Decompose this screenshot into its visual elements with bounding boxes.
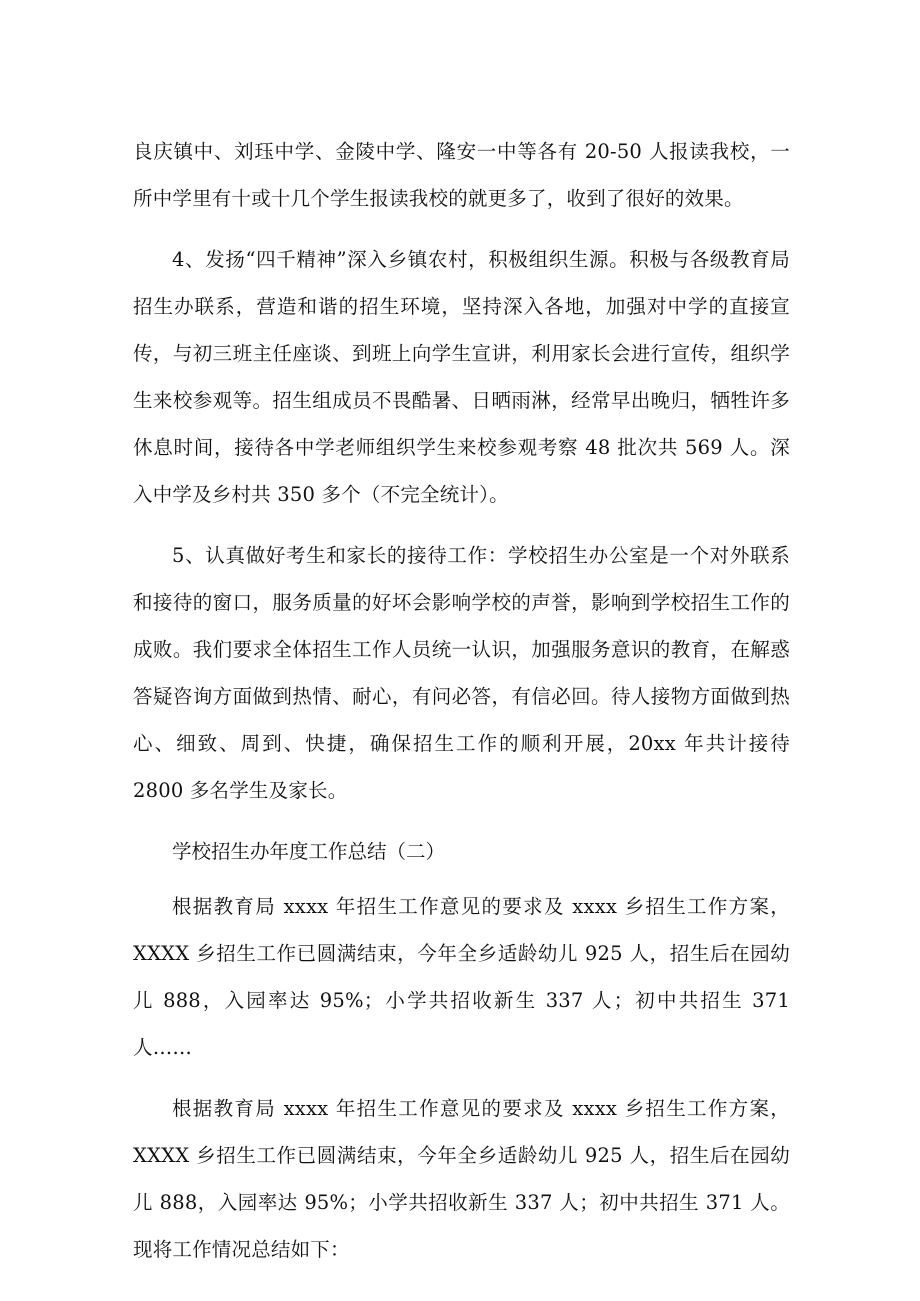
section-title: 学校招生办年度工作总结（二） — [172, 840, 446, 863]
paragraph-continuation: 良庆镇中、刘珏中学、金陵中学、隆安一中等各有 20-50 人报读我校，一所中学里有十或十几个学生报读我校的就更多了，收到了很好的效果。 — [133, 140, 790, 210]
document-body — [133, 128, 790, 1287]
paragraph-summary-intro: 根据教育局 xxxx 年招生工作意见的要求及 xxxx 乡招生工作方案，XXXX 乡招生工作已圆满结束，今年全乡适龄幼儿 925 人，招生后在园幼儿 888，入园率达 95%；小学共招收新生 337 人；初中共招生 371 人…… — [133, 895, 790, 1059]
paragraph-item-4: 4、发扬“四千精神”深入乡镇农村，积极组织生源。积极与各级教育局招生办联系，营造和谐的招生环境，坚持深入各地，加强对中学的直接宣传，与初三班主任座谈、到班上向学生宣讲，利用家长会进行宣传，组织学生来校参观等。招生组成员不畏酷暑、日晒雨淋，经常早出晚归，牺牲许多休息时间，接待各中学老师组织学生来校参观考察 48 批次共 569 人。深入中学及乡村共 350 多个（不完全统计）。 — [133, 248, 790, 506]
paragraph-summary-full: 根据教育局 xxxx 年招生工作意见的要求及 xxxx 乡招生工作方案，XXXX 乡招生工作已圆满结束，今年全乡适龄幼儿 925 人，招生后在园幼儿 888，入园率达 95%；小学共招收新生 337 人；初中共招生 371 人。现将工作情况总结如下： — [133, 1097, 790, 1261]
paragraph-item-5: 5、认真做好考生和家长的接待工作：学校招生办公室是一个对外联系和接待的窗口，服务质量的好坏会影响学校的声誉，影响到学校招生工作的成败。我们要求全体招生工作人员统一认识，加强服务意识的教育，在解惑答疑咨询方面做到热情、耐心，有问必答，有信必回。待人接物方面做到热心、细致、周到、快捷，确保招生工作的顺利开展，20xx 年共计接待 2800 多名学生及家长。 — [133, 544, 790, 802]
